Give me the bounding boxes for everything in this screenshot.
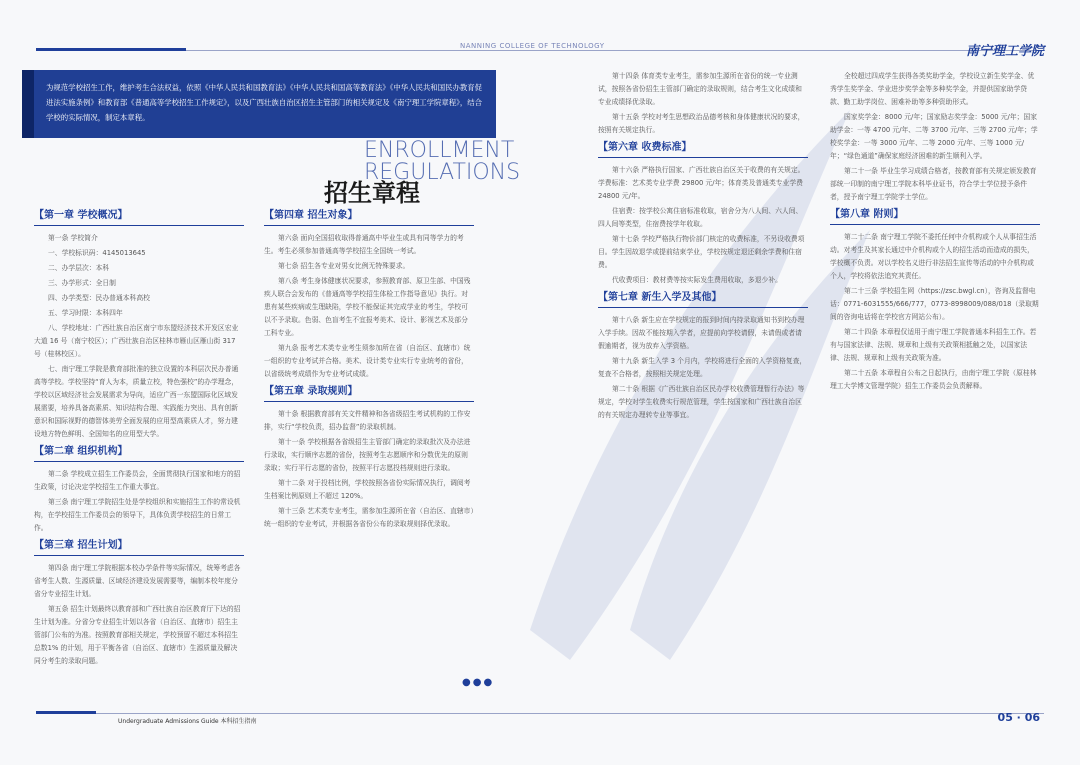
paragraph: 第九条 报考艺术类专业考生须参加所在省（自治区、直辖市）统一组织的专业考试并合格。美术、设计类专业实行专业统考的省份，以省级统考成绩作为专业考试成绩。 xyxy=(264,344,471,378)
section-heading: 【第五章 录取规则】 xyxy=(264,385,474,402)
paragraph: 全校超过四成学生获得各类奖助学金，学校设立新生奖学金、优秀学生奖学金、学业进步奖学金等多种奖学金，并提供国家助学贷款、勤工助学岗位、困难补助等多种资助形式。 xyxy=(830,72,1035,106)
paragraph: 第六条 面向全国招收取得普通高中毕业生或具有同等学力的考生。考生必须参加普通高等学校招生全国统一考试。 xyxy=(264,234,464,255)
paragraph: 第二十一条 毕业生学习成绩合格者，按教育部有关规定颁发教育部统一印制的南宁理工学院本科毕业证书，符合学士学位授予条件者，授予南宁理工学院学士学位。 xyxy=(830,167,1037,201)
paragraph: 第三条 南宁理工学院招生处是学校组织和实施招生工作的常设机构，在学校招生工作委员会的领导下，具体负责学校招生的日常工作。 xyxy=(34,498,241,532)
footer-rule xyxy=(36,713,1044,714)
continuation-dots: ●●● xyxy=(462,677,495,688)
paragraph: 五、学习时限：本科四年 xyxy=(48,309,123,317)
column-3 xyxy=(598,70,808,424)
header-rule xyxy=(36,50,1044,51)
paragraph: 第十六条 严格执行国家、广西壮族自治区关于收费的有关规定。学费标准：艺术类专业学费 29800 元/年；体育类及普通类专业学费 24800 元/年。 xyxy=(598,166,805,200)
header-accent-bar xyxy=(36,48,186,51)
section-heading: 【第七章 新生入学及其他】 xyxy=(598,291,808,308)
college-en-name: NANNING COLLEGE OF TECHNOLOGY xyxy=(460,42,605,50)
paragraph: 第十七条 学校严格执行物价部门核定的收费标准，不另设收费项目。学生因故退学或提前结束学业，学校按规定退还剩余学费和住宿费。 xyxy=(598,235,805,269)
paragraph: 第二十三条 学校招生网（https://zsc.bwgl.cn），咨询及监督电话：0771-6031555/666/777，0773-8998009/088/018（录取期间的咨询电话将在学校官方网站公布）。 xyxy=(830,287,1039,321)
paragraph: 第十九条 新生入学 3 个月内，学校将进行全面的入学资格复查，复查不合格者，按照相关规定处理。 xyxy=(598,357,807,378)
section-heading: 【第二章 组织机构】 xyxy=(34,445,244,462)
paragraph: 三、办学形式：全日制 xyxy=(48,279,116,287)
paragraph: 第十二条 对于投档比例，学校按照各省份实际情况执行，调阅考生档案比例原则上不超过 120%。 xyxy=(264,479,471,500)
footer-text: Undergraduate Admissions Guide 本科招生指南 xyxy=(118,718,257,725)
section-heading: 【第三章 招生计划】 xyxy=(34,539,244,556)
section-heading: 【第四章 招生对象】 xyxy=(264,209,474,226)
paragraph: 第八条 考生身体健康状况要求，参照教育部、原卫生部、中国残疾人联合会发布的《普通高等学校招生体检工作指导意见》执行。对患有某些疾病或生理缺陷，学校不能保证其完成学业的考生，学校可以不予录取。色弱、色盲考生不宜报考美术、设计、影视艺术及部分工科专业。 xyxy=(264,277,471,337)
paragraph: 代收费项目：教材费等按实际发生费用收取，多退少补。 xyxy=(612,276,782,284)
column-1 xyxy=(34,205,244,670)
paragraph: 第五条 招生计划最终以教育部和广西壮族自治区教育厅下达的招生计划为准。分省分专业招生计划以各省（自治区、直辖市）招生主管部门公布的为准。按照教育部相关规定，学校预留不超过本科招生总数1% 的计划，用于平衡各省（自治区、直辖市）生源质量及解决同分考生的录取问题。 xyxy=(34,605,241,665)
paragraph: 第四条 南宁理工学院根据本校办学条件等实际情况，统筹考虑各省考生人数、生源质量、区域经济建设发展需要等，编制本校年度分省分专业招生计划。 xyxy=(34,564,241,598)
title-en-line-2: REGULATIONS xyxy=(364,160,521,185)
paragraph: 八、学校地址：广西壮族自治区南宁市东盟经济技术开发区宏业大道 16 号（南宁校区）；广西壮族自治区桂林市雁山区雁山街 317 号（桂林校区）。 xyxy=(34,324,239,358)
paragraph: 第七条 招生各专业对男女比例无特殊要求。 xyxy=(278,262,410,270)
paragraph: 第二十二条 南宁理工学院不委托任何中介机构或个人从事招生活动。对考生及其家长通过中介机构或个人的招生活动而造成的损失，学校概不负责。对以学校名义进行非法招生宣传等活动的中介机构或个人，学校将依法追究其责任。 xyxy=(830,233,1037,280)
paragraph: 一、学校标识码：4145013645 xyxy=(48,249,146,257)
college-logo: 南宁理工学院 xyxy=(965,44,1044,59)
paragraph: 第二十五条 本章程自公布之日起执行，由南宁理工学院（原桂林理工大学博文管理学院）招生工作委员会负责解释。 xyxy=(830,369,1037,390)
paragraph: 四、办学类型：民办普通本科高校 xyxy=(48,294,150,302)
paragraph: 第十三条 艺术类专业考生，需参加生源所在省（自治区、直辖市）统一组织的专业考试，并根据各省份公布的录取规则择优录取。 xyxy=(264,507,474,528)
column-2 xyxy=(264,205,474,533)
paragraph: 第二条 学校成立招生工作委员会，全面贯彻执行国家和地方的招生政策，讨论决定学校招生工作重大事宜。 xyxy=(34,470,241,491)
paragraph: 住宿费：按学校公寓住宿标准收取，宿舍分为八人间、六人间、四人间等类型，住宿费按学年收取。 xyxy=(598,207,803,228)
paragraph: 第十条 根据教育部有关文件精神和各省级招生考试机构的工作安排，实行“学校负责，招办监督”的录取机制。 xyxy=(264,410,471,431)
section-heading: 【第一章 学校概况】 xyxy=(34,209,244,226)
paragraph: 第二十条 根据《广西壮族自治区民办学校收费管理暂行办法》等规定，学校对学生收费实行规范管理，学生按国家和广西壮族自治区的有关规定办理转专业等事宜。 xyxy=(598,385,805,419)
footer-accent-bar xyxy=(36,711,96,714)
intro-box: 为规范学校招生工作，维护考生合法权益，依照《中华人民共和国教育法》《中华人民共和国高等教育法》《中华人民共和国民办教育促进法实施条例》和教育部《普通高等学校招生工作规定》，以及广西壮族自治区招生主管部门的相关规定及《南宁理工学院章程》，结合学校的实际情况，制定本章程。 xyxy=(34,70,496,138)
section-heading: 【第八章 附则】 xyxy=(830,208,1040,225)
title-en-line-1: ENROLLMENT xyxy=(364,138,515,163)
page-number: 05 · 06 xyxy=(997,711,1040,724)
paragraph: 第一条 学校简介 xyxy=(48,234,98,242)
paragraph: 七、南宁理工学院是教育部批准的独立设置的本科层次民办普通高等学校。学校坚持“育人为本，质量立校，特色强校”的办学理念，学校以区域经济社会发展需求为导向，适应广西一东盟国际化区域发展需要，培养具备高素质、知识结构合理、实践能力突出、具有创新意识和国际视野的德智体美劳全面发展的应用型高素质人才，努力建设地方特色鲜明、全国知名的应用型大学。 xyxy=(34,365,239,438)
column-4 xyxy=(830,70,1040,395)
paragraph: 国家奖学金：8000 元/年；国家励志奖学金：5000 元/年；国家助学金：一等 4700 元/年、二等 3700 元/年、三等 2700 元/年；学校奖学金：一等 3000 元/年、二等 2000 元/年、三等 1000 元/年；“绿色通道”确保家庭经济困难的新生顺利入学。 xyxy=(830,113,1038,160)
intro-tab xyxy=(22,70,34,138)
paragraph: 第十八条 新生应在学校规定的报到时间内持录取通知书到校办理入学手续。因故不能按期入学者，应提前向学校请假，未请假或者请假逾期者，视为放弃入学资格。 xyxy=(598,316,805,350)
paragraph: 第十五条 学校对考生思想政治品德考核和身体健康状况的要求，按照有关规定执行。 xyxy=(598,113,805,134)
paragraph: 第十四条 体育类专业考生，需参加生源所在省份的统一专业测试，按照各省份招生主管部门确定的录取规则，结合考生文化成绩和专业成绩择优录取。 xyxy=(598,72,802,106)
section-heading: 【第六章 收费标准】 xyxy=(598,141,808,158)
paragraph: 二、办学层次：本科 xyxy=(48,264,110,272)
paragraph: 第二十四条 本章程仅适用于南宁理工学院普通本科招生工作。若有与国家法律、法规、规章和上级有关政策相抵触之处，以国家法律、法规、规章和上级有关政策为准。 xyxy=(830,328,1037,362)
paragraph: 第十一条 学校根据各省级招生主管部门确定的录取批次及办法进行录取，实行顺序志愿的省份，按照考生志愿顺序和分数优先的原则录取；实行平行志愿的省份，按照平行志愿投档规则进行录取。 xyxy=(264,438,471,472)
page-title: 招生章程 xyxy=(324,178,420,207)
